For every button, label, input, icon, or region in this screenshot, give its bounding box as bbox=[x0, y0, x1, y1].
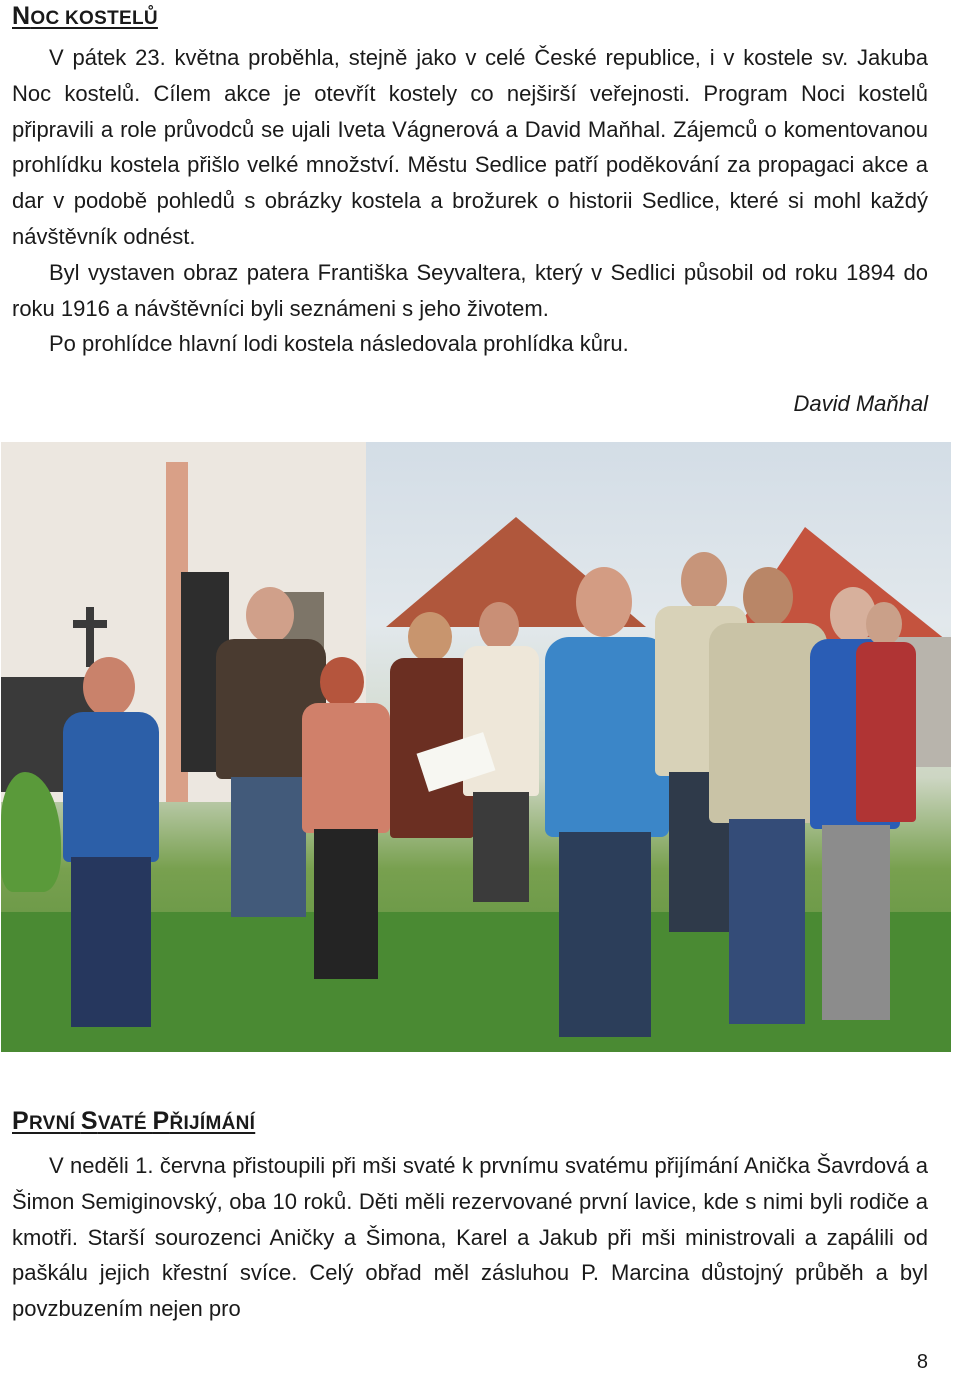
article-prvni-svate-prijimani bbox=[12, 1148, 928, 1327]
grave-cross bbox=[73, 620, 107, 628]
author-signature: David Maňhal bbox=[793, 391, 928, 416]
article-noc-kostelu bbox=[12, 40, 928, 362]
paragraph: Po prohlídce hlavní lodi kostela následovala prohlídka kůru. bbox=[49, 331, 629, 357]
paragraph: Byl vystaven obraz patera Františka Seyvaltera, který v Sedlici působil od roku 1894 do roku 1916 a návštěvníci byli seznámeni s jeho životem. bbox=[12, 259, 928, 321]
person-woman-blue-jacket bbox=[51, 657, 171, 1037]
person-red-jacket bbox=[856, 602, 916, 922]
person-woman-pink-cardigan bbox=[296, 657, 396, 1002]
paragraph: V pátek 23. května proběhla, stejně jako v celé České republice, i v kostele sv. Jakuba Noc kostelů. Cílem akce je otevřít kostely co nejširší veřejnosti. Program Noci kostelů připravili a role průvodců se ujali Iveta Vágnerová a David Maňhal. Zájemců o komentovanou prohlídku kostela přišlo velké množství. Městu Sedlice patří poděkování za propagaci akce a dar v podobě pohledů s obrázky kostela a brožurek o historii Sedlice, které si mohl každý návštěvník odnést. bbox=[12, 45, 928, 249]
section-heading-noc-kostelu: NOC KOSTELŮ bbox=[12, 2, 158, 30]
paragraph: V neděli 1. června přistoupili při mši svaté k prvnímu svatému přijímání Anička Šavrdová a Šimon Semiginovský, oba 10 roků. Děti měli rezervované první lavice, kde s nimi byli rodiče a kmotři. Starší sourozenci Aničky a Šimona, Karel a Jakub při mši ministrovali a zapálili od paškálu jejich křestní svíce. Celý obřad měl zásluhou P. Marcina důstojný průběh a byl povzbuzením nejen pro bbox=[12, 1153, 928, 1322]
event-photo bbox=[1, 442, 951, 1052]
page-number: 8 bbox=[916, 1351, 928, 1373]
section-heading-prvni-svate-prijimani: PRVNÍ SVATÉ PŘIJÍMÁNÍ bbox=[12, 1107, 256, 1135]
